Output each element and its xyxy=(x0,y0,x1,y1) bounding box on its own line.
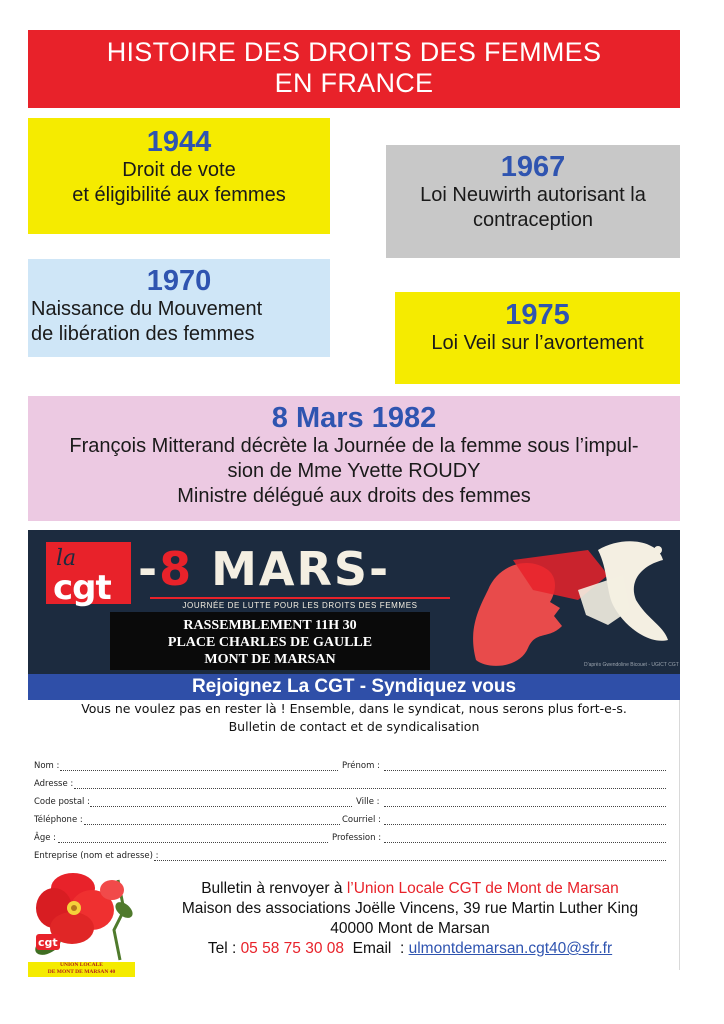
timeline-desc-line: Ministre délégué aux droits des femmes xyxy=(177,485,531,507)
poster-illustration xyxy=(458,530,680,674)
send-prefix: Bulletin à renvoyer à xyxy=(201,880,347,897)
timeline-box-1970 xyxy=(28,259,330,357)
timeline-desc-line: sion de Mme Yvette ROUDY xyxy=(227,460,481,482)
poster-title-dash: - xyxy=(138,542,160,596)
email-label: Email : xyxy=(344,940,409,957)
union-locale-label xyxy=(28,962,135,977)
form-label-prenom: Prénom : xyxy=(342,761,380,771)
rally-line: PLACE CHARLES DE GAULLE xyxy=(167,635,373,650)
address-line: 40000 Mont de Marsan xyxy=(330,920,490,937)
form-label-profession: Profession : xyxy=(332,833,382,843)
timeline-box-1975 xyxy=(395,292,680,384)
form-label-code-postal: Code postal : xyxy=(34,797,90,807)
form-row-telephone xyxy=(34,812,674,830)
cgt-logo-la: la xyxy=(56,546,77,571)
page-title-line-1: HISTOIRE DES DROITS DES FEMMES xyxy=(106,37,602,67)
timeline-desc-line: contraception xyxy=(472,209,594,231)
timeline-year: 1967 xyxy=(500,151,566,183)
page-title-line-2: EN FRANCE xyxy=(274,68,434,98)
send-line xyxy=(140,879,680,899)
flower-logo xyxy=(28,870,135,977)
send-organization: l’Union Locale CGT de Mont de Marsan xyxy=(346,880,619,897)
form-row-adresse xyxy=(34,776,674,794)
union-locale-line: DE MONT DE MARSAN 40 xyxy=(47,969,116,975)
flower-cgt-mark: cgt xyxy=(38,936,58,949)
email-link[interactable]: ulmontdemarsan.cgt40@sfr.fr xyxy=(408,940,613,957)
address-line: Maison des associations Joëlle Vincens, 39 rue Martin Luther King xyxy=(181,900,639,917)
form-field-prenom[interactable] xyxy=(384,770,666,771)
timeline-desc-line: Loi Veil sur l’avortement xyxy=(431,332,644,354)
form-row-code-postal xyxy=(34,794,674,812)
union-locale-line: UNION LOCALE xyxy=(60,962,103,968)
page-title-banner xyxy=(28,30,680,108)
timeline-year: 1970 xyxy=(146,265,212,297)
form-field-courriel[interactable] xyxy=(384,824,666,825)
join-banner: Rejoignez La CGT - Syndiquez vous xyxy=(28,674,680,700)
rally-line: MONT DE MARSAN xyxy=(204,652,336,667)
timeline-year: 8 Mars 1982 xyxy=(271,402,437,434)
cgt-logo xyxy=(46,542,131,608)
form-row-nom xyxy=(34,758,674,776)
contact-block xyxy=(140,879,680,959)
timeline-desc-line: de libération des femmes xyxy=(31,323,255,345)
form-label-entreprise: Entreprise (nom et adresse) : xyxy=(34,851,159,861)
flower-icon xyxy=(28,870,135,977)
timeline-desc-line: Naissance du Mouvement xyxy=(31,298,263,320)
tel-label: Tel : xyxy=(207,940,241,957)
form-field-profession[interactable] xyxy=(384,842,666,843)
form-field-code-postal[interactable] xyxy=(90,806,352,807)
timeline-desc-line: Droit de vote xyxy=(122,159,236,181)
poster-subtitle: JOURNÉE DE LUTTE POUR LES DROITS DES FEMMES xyxy=(150,597,450,610)
form-label-ville: Ville : xyxy=(356,797,380,807)
rally-info xyxy=(110,612,430,670)
poster-title-number: 8 xyxy=(159,542,194,596)
poster-title xyxy=(138,542,390,596)
form-field-nom[interactable] xyxy=(60,770,338,771)
timeline-box-1944 xyxy=(28,118,330,234)
timeline-year: 1944 xyxy=(146,126,212,158)
tel-value[interactable]: 05 58 75 30 08 xyxy=(240,940,344,957)
form-row-entreprise xyxy=(34,848,674,866)
contact-line xyxy=(140,939,680,959)
form-label-adresse: Adresse : xyxy=(34,779,74,789)
timeline-desc-line: François Mitterand décrète la Journée de la femme sous l’impul- xyxy=(69,435,639,457)
form-field-age[interactable] xyxy=(58,842,328,843)
form-field-entreprise[interactable] xyxy=(154,860,666,861)
join-line: Vous ne voulez pas en rester là ! Ensemble, dans le syndicat, nous serons plus fort-e-s. xyxy=(81,701,627,716)
cgt-logo-cgt: cgt xyxy=(53,568,111,608)
event-poster xyxy=(28,530,680,674)
form-label-courriel: Courriel : xyxy=(342,815,381,825)
form-label-telephone: Téléphone : xyxy=(34,815,83,825)
form-field-ville[interactable] xyxy=(384,806,666,807)
poster-title-word: MARS- xyxy=(193,542,391,596)
form-heading: Bulletin de contact et de syndicalisation xyxy=(228,719,480,734)
timeline-desc-line: et éligibilité aux femmes xyxy=(72,184,286,206)
form-field-telephone[interactable] xyxy=(84,824,340,825)
timeline-box-1982 xyxy=(28,396,680,521)
form-label-age: Âge : xyxy=(34,833,57,843)
timeline-desc-line: Loi Neuwirth autorisant la xyxy=(420,184,646,206)
form-field-adresse[interactable] xyxy=(74,788,666,789)
timeline-year: 1975 xyxy=(505,299,570,331)
join-text xyxy=(28,700,680,736)
timeline-box-1967 xyxy=(386,145,680,258)
rally-line: RASSEMBLEMENT 11H 30 xyxy=(183,618,357,633)
form-label-nom: Nom : xyxy=(34,761,60,771)
form-row-age xyxy=(34,830,674,848)
poster-credit: D'après Gwendoline Bicouet - UGICT CGT xyxy=(584,662,679,668)
